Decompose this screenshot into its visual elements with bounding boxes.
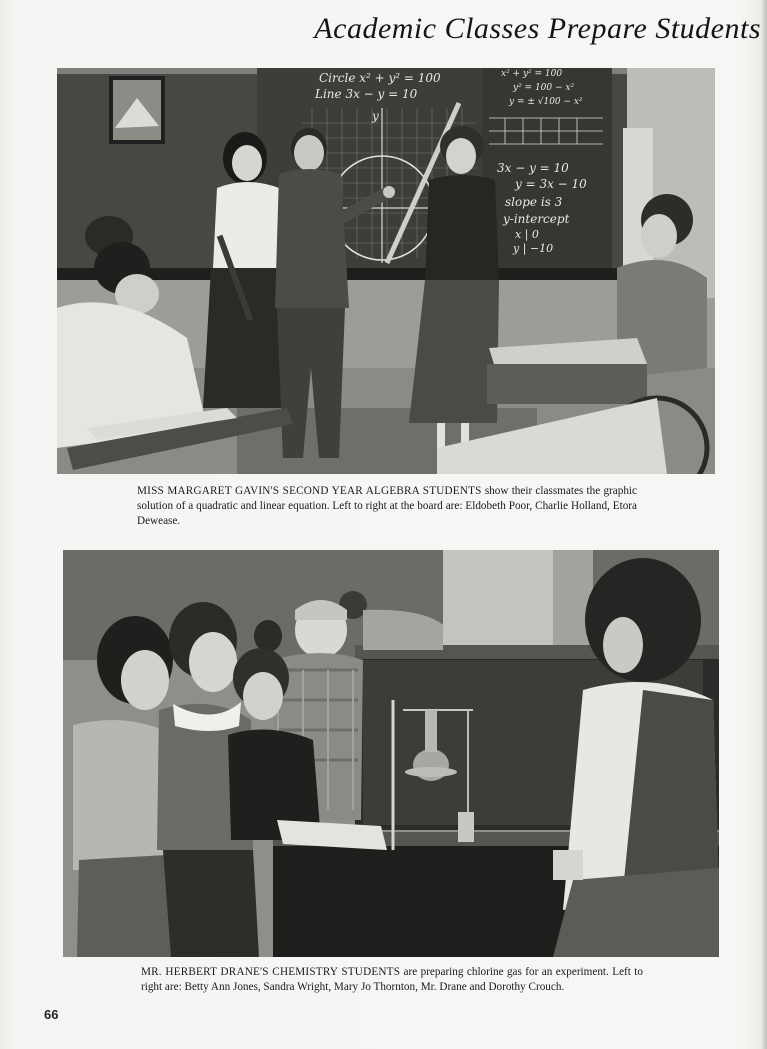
page-headline: Academic Classes Prepare Students [314,12,761,45]
chemistry-caption-lead: MR. HERBERT DRANE'S CHEMISTRY STUDENTS [141,966,401,978]
algebra-caption-body: show their classmates the graphic solution of a quadratic and linear equation. Left to right at the board are: Eldobeth Poor, Charlie Holland, Etora Dewease. [137,485,637,527]
algebra-caption-lead: MISS MARGARET GAVIN'S SECOND YEAR ALGEBRA STUDENTS [137,485,482,497]
chalk-right-line-8: x | 0 [515,228,539,241]
chalk-right-line-7: y-intercept [503,212,570,226]
chalk-right-line-1: x² + y² = 100 [501,69,563,79]
chalk-right-line-5: y = 3x − 10 [515,177,587,191]
chalk-right-line-4: 3x − y = 10 [497,161,569,175]
chemistry-caption-body: are preparing chlorine gas for an experiment. Left to right are: Betty Ann Jones, Sandra Wright, Mary Jo Thornton, Mr. Drane and Dorothy Crouch. [141,966,643,993]
page-number: 66 [44,1007,59,1022]
chalk-right-line-2: y² = 100 − x² [513,83,575,93]
algebra-class-photo [57,68,715,474]
algebra-caption [137,484,637,529]
chalk-right-line-6: slope is 3 [505,195,563,209]
chalk-circle-equation: Circle x² + y² = 100 [319,71,441,85]
chalk-y-axis-label: y [372,109,379,123]
chalk-right-line-3: y = ± √100 − x² [509,97,583,107]
chalk-line-equation: Line 3x − y = 10 [315,87,418,101]
chemistry-class-photo [63,550,719,957]
chalk-right-line-9: y | −10 [513,242,554,255]
chemistry-caption [141,965,643,995]
page-edge-shadow [761,0,767,1049]
